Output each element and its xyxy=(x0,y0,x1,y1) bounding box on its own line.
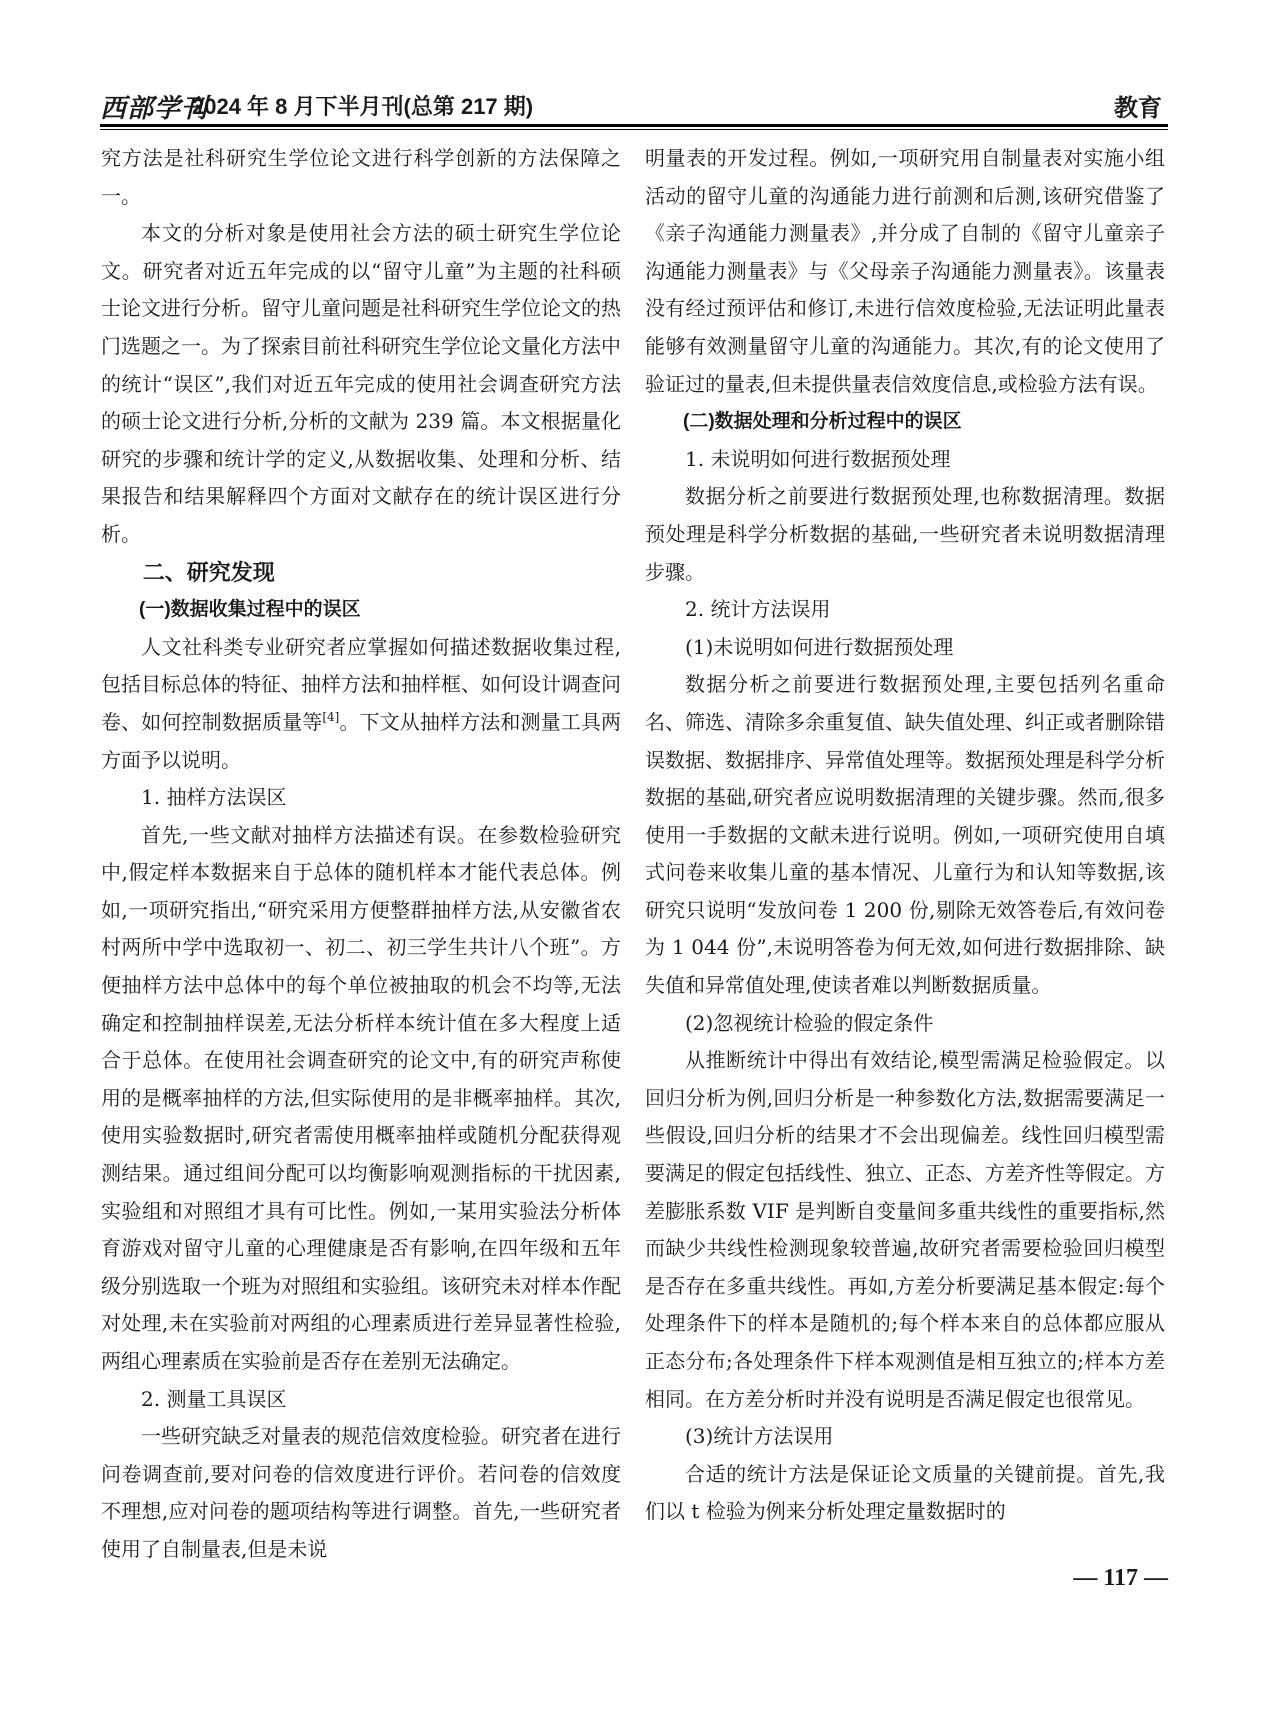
sub-numbered-heading: (1)未说明如何进行数据预处理 xyxy=(685,634,954,659)
issue-info: 2024 年 8 月下半月刊(总第 217 期) xyxy=(192,94,534,119)
numbered-heading: 1. 抽样方法误区 xyxy=(141,785,287,810)
paragraph: 数据分析之前要进行数据预处理,主要包括列名重命名、筛选、清除多余重复值、缺失值处理、纠正或者删除错误数据、数据排序、异常值处理等。数据预处理是科学分析数据的基础,研究者应说明数据清理的关键步骤。然而,很多使用一手数据的文献未进行说明。例如,一项研究使用自填式问卷来收集儿童的基本情况、儿童行为和认知等数据,该研究只说明“发放问卷 1 200 份,剔除无效答卷后,有效问卷为 1 044 份”,未说明答卷为何无效,如何进行数据排除、缺失值和异常值处理,使读者难以判断数据质量。 xyxy=(645,672,1165,998)
paragraph: 数据分析之前要进行数据预处理,也称数据清理。数据预处理是科学分析数据的基础,一些研究者未说明数据清理步骤。 xyxy=(645,484,1165,584)
paragraph: 从推断统计中得出有效结论,模型需满足检验假定。以回归分析为例,回归分析是一种参数化方法,数据需要满足一些假设,回归分析的结果才不会出现偏差。线性回归模型需要满足的假定包括线性、独立、正态、方差齐性等假定。方差膨胀系数 VIF 是判断自变量间多重共线性的重要指标,然而缺少共线性检测现象较普遍,故研究者需要检验回归模型是否存在多重共线性。再如,方差分析要满足基本假定:每个处理条件下的样本是随机的;每个样本来自的总体都应服从正态分布;各处理条件下样本观测值是相互独立的;样本方差相同。在方差分析时并没有说明是否满足假定也很常见。 xyxy=(645,1048,1165,1411)
right-column xyxy=(645,140,1165,1531)
subsection-heading: (二)数据处理和分析过程中的误区 xyxy=(683,411,962,433)
section-heading: 二、研究发现 xyxy=(142,559,275,585)
paragraph: 本文的分析对象是使用社会方法的硕士研究生学位论文。研究者对近五年完成的以“留守儿童”为主题的社科硕士论文进行分析。留守儿童问题是社科研究生学位论文的热门选题之一。为了探索目前社科研究生学位论文量化方法中的统计“误区”,我们对近五年完成的使用社会调查研究方法的硕士论文进行分析,分析的文献为 239 篇。本文根据量化研究的步骤和统计学的定义,从数据收集、处理和分析、结果报告和结果解释四个方面对文献存在的统计误区进行分析。 xyxy=(101,221,621,546)
numbered-heading: 2. 统计方法误用 xyxy=(685,597,831,622)
paragraph-text: 人文社科类专业研究者应掌握如何描述数据收集过程,包括目标总体的特征、抽样方法和抽样框、如何设计调查问卷、如何控制数据质量等 xyxy=(101,634,621,734)
numbered-heading: 1. 未说明如何进行数据预处理 xyxy=(685,446,951,471)
header-rule-thick xyxy=(100,124,1168,127)
paragraph-text: 。下文从抽样方法和测量工具两方面予以说明。 xyxy=(101,709,622,772)
sub-numbered-heading: (2)忽视统计检验的假定条件 xyxy=(685,1010,934,1035)
subsection-heading: (一)数据收集过程中的误区 xyxy=(139,599,361,621)
header-rule-thin xyxy=(100,129,1168,130)
citation-ref: [4] xyxy=(322,709,340,724)
sub-numbered-heading: (3)统计方法误用 xyxy=(685,1424,834,1449)
running-header xyxy=(100,84,1168,124)
journal-logo: 西部学刊 xyxy=(100,94,209,123)
paragraph: 究方法是社科研究生学位论文进行科学创新的方法保障之一。 xyxy=(101,146,621,208)
paragraph: 合适的统计方法是保证论文质量的关键前提。首先,我们以 t 检验为例来分析处理定量数据时的 xyxy=(645,1461,1165,1524)
paragraph: 首先,一些文献对抽样方法描述有误。在参数检验研究中,假定样本数据来自于总体的随机样本才能代表总体。例如,一项研究指出,“研究采用方便整群抽样方法,从安徽省农村两所中学中选取初一、初二、初三学生共计八个班”。方便抽样方法中总体中的每个单位被抽取的机会不均等,无法确定和控制抽样误差,无法分析样本统计值在多大程度上适合于总体。在使用社会调查研究的论文中,有的研究声称使用的是概率抽样的方法,但实际使用的是非概率抽样。其次,使用实验数据时,研究者需使用概率抽样或随机分配获得观测结果。通过组间分配可以均衡影响观测指标的干扰因素,实验组和对照组才具有可比性。例如,一某用实验法分析体育游戏对留守儿童的心理健康是否有影响,在四年级和五年级分别选取一个班为对照组和实验组。该研究未对样本作配对处理,未在实验前对两组的心理素质进行差异显著性检验,两组心理素质在实验前是否存在差别无法确定。 xyxy=(101,822,621,1373)
paragraph: 一些研究缺乏对量表的规范信效度检验。研究者在进行问卷调查前,要对问卷的信效度进行评价。若问卷的信效度不理想,应对问卷的题项结构等进行调整。首先,一些研究者使用了自制量表,但是未说 xyxy=(101,1424,621,1561)
numbered-heading: 2. 测量工具误区 xyxy=(141,1386,287,1411)
page-number: — 117 — xyxy=(1073,1565,1168,1591)
left-column xyxy=(101,140,621,1569)
paragraph: 明量表的开发过程。例如,一项研究用自制量表对实施小组活动的留守儿童的沟通能力进行前测和后测,该研究借鉴了《亲子沟通能力测量表》,并分成了自制的《留守儿童亲子沟通能力测量表》与《父母亲子沟通能力测量表》。该量表没有经过预评估和修订,未进行信效度检验,无法证明此量表能够有效测量留守儿童的沟通能力。其次,有的论文使用了验证过的量表,但未提供量表信效度信息,或检验方法有误。 xyxy=(645,146,1165,396)
paragraph xyxy=(101,629,621,779)
section-name: 教育 xyxy=(1114,95,1162,122)
